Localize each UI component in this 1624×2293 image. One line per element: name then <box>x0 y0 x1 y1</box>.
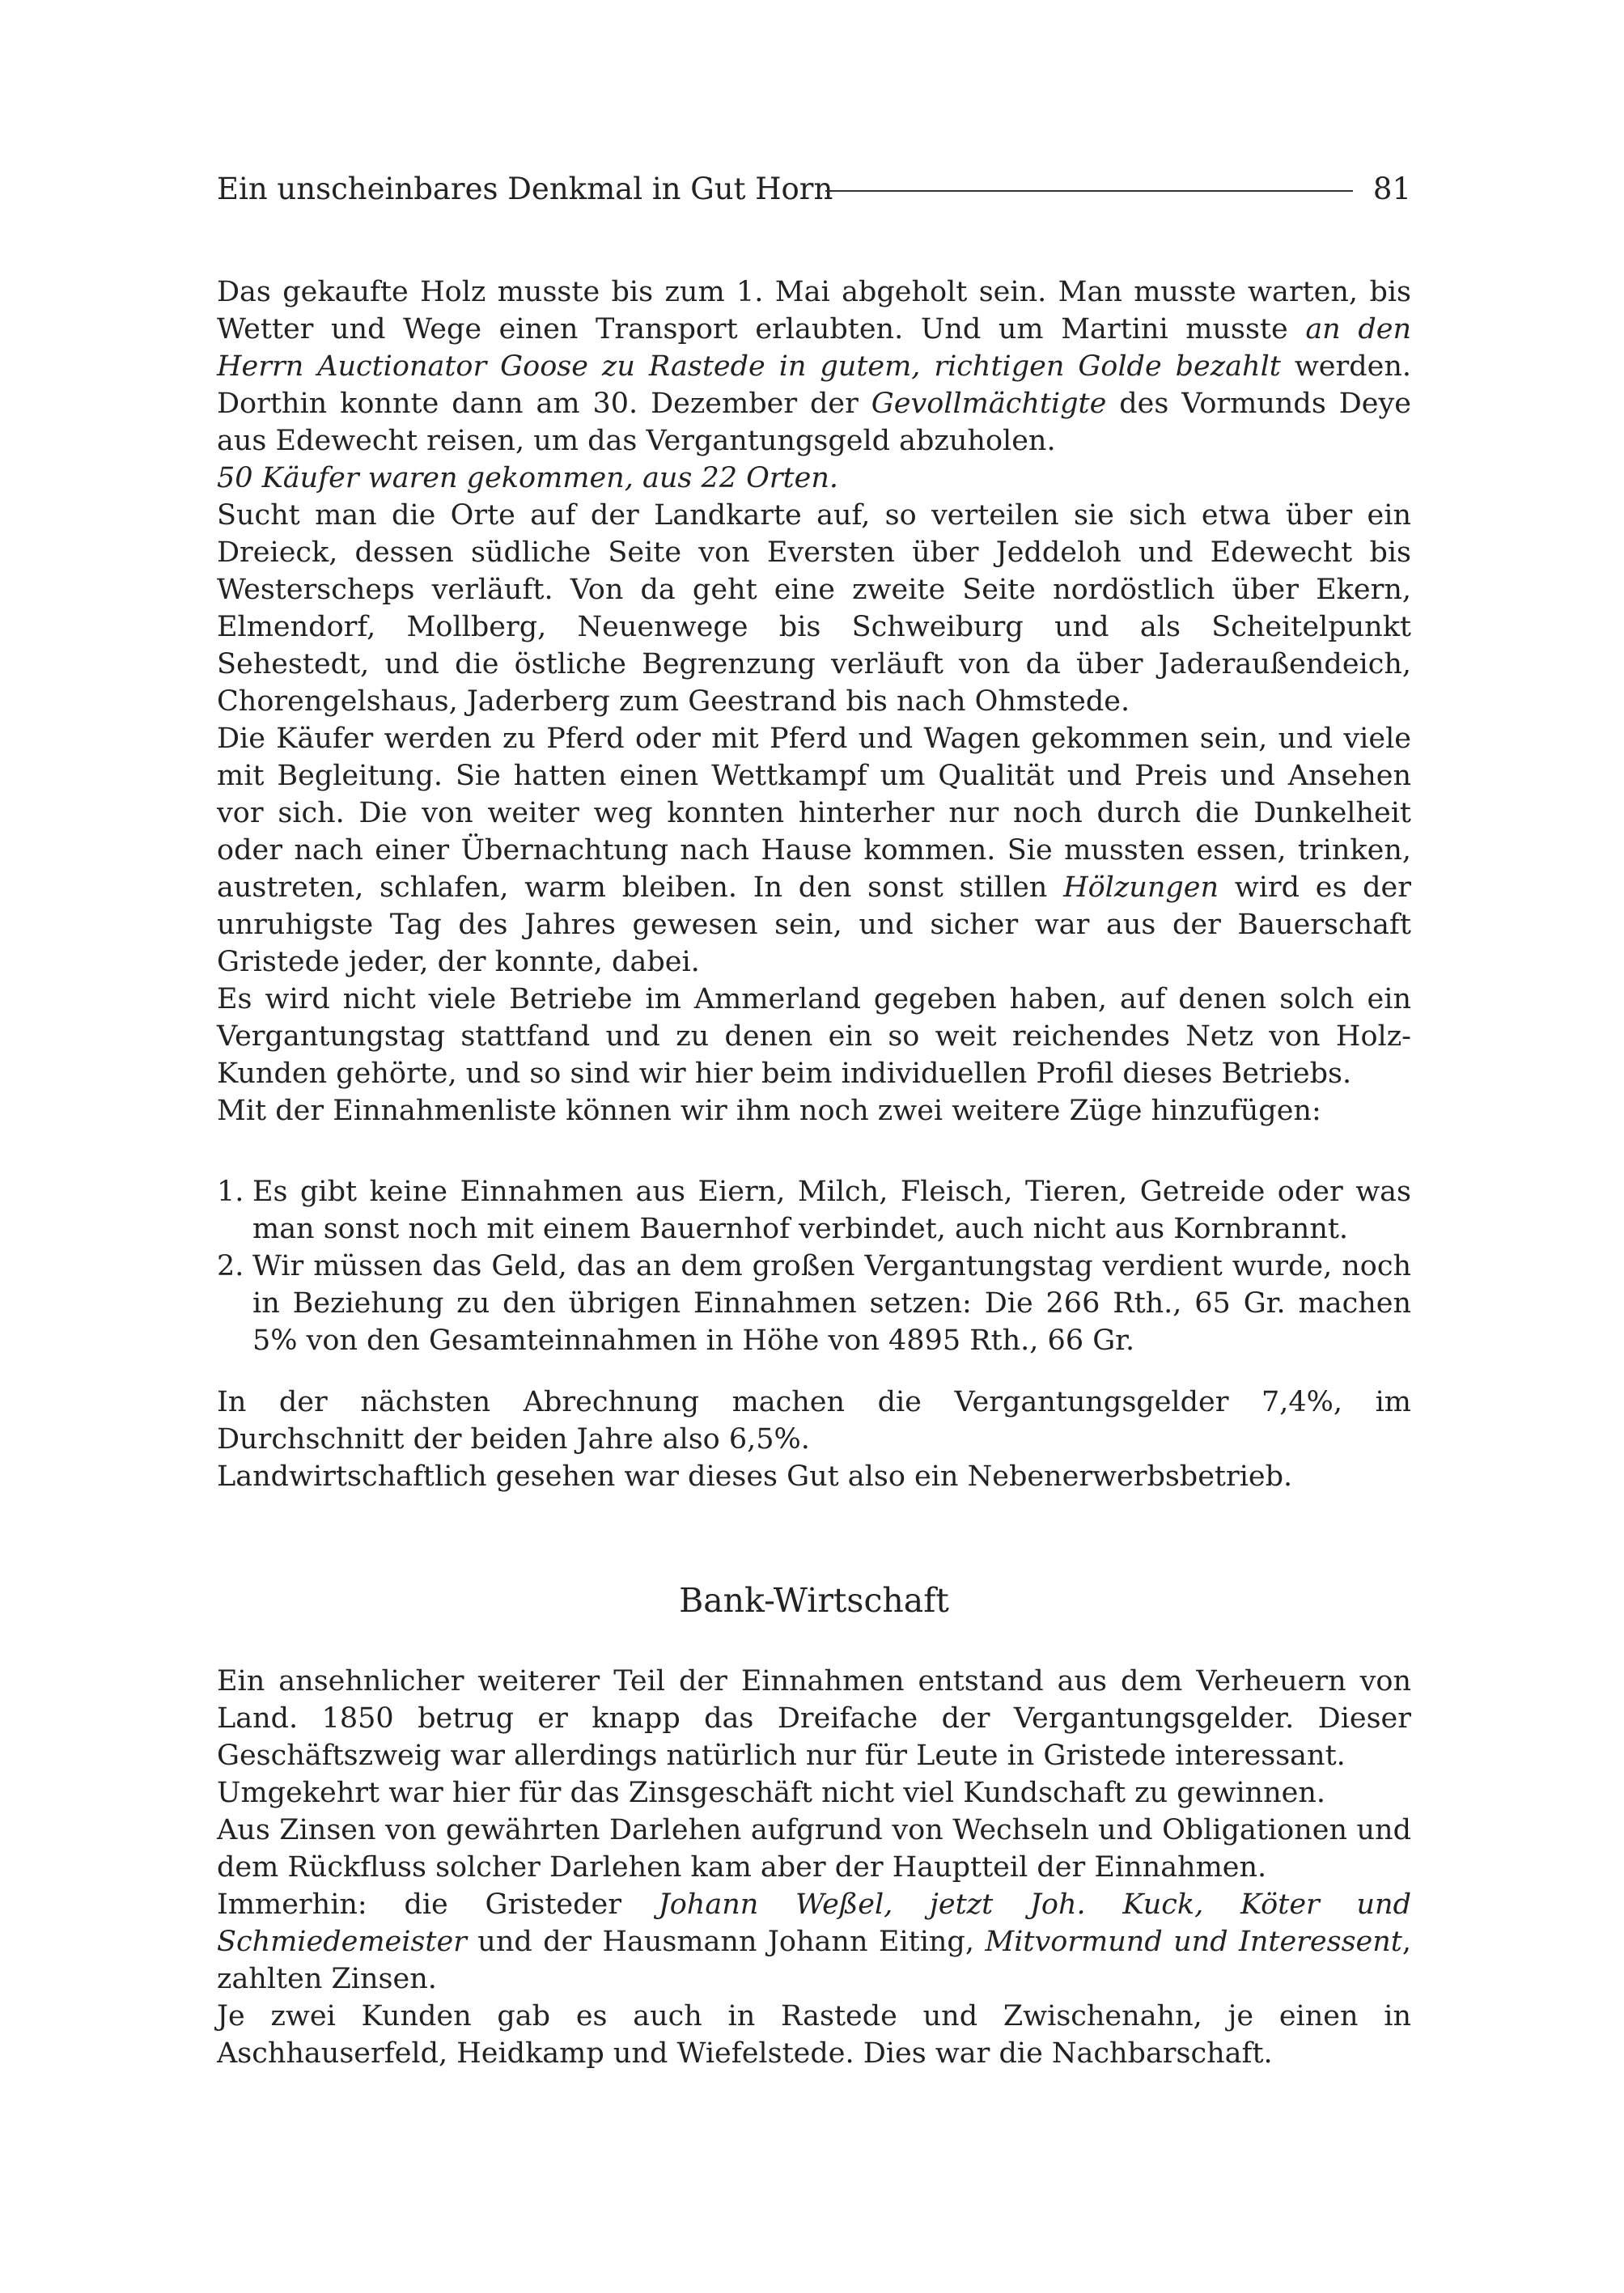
running-header <box>217 165 1411 214</box>
paragraph: Ein ansehnlicher weiterer Teil der Einnahmen entstand aus dem Verheuern von Land. 1850 betrug er knapp das Dreifache der Vergantungsgelder. Dieser Geschäftszweig war allerdings natürlich nur für Leute in Gristede interessant. <box>217 1665 1411 1772</box>
paragraph: In der nächsten Abrechnung machen die Vergantungsgelder 7,4%, im Durchschnitt der beiden Jahre also 6,5%. <box>217 1386 1411 1456</box>
paragraph: Umgekehrt war hier für das Zinsgeschäft nicht viel Kundschaft zu gewinnen. <box>217 1777 1326 1809</box>
list-item-text: Es gibt keine Einnahmen aus Eiern, Milch, Fleisch, Tieren, Getreide oder was man sonst noch mit einem Bauernhof verbindet, auch nicht aus Kornbrannt. <box>252 1176 1411 1245</box>
italic-quote: Gevollmächtigte <box>871 388 1107 420</box>
paragraph: Landwirtschaftlich gesehen war dieses Gut also ein Nebenerwerbsbetrieb. <box>217 1460 1293 1493</box>
paragraph: Aus Zinsen von gewährten Darlehen aufgrund von Wechseln und Obligationen und dem Rückfluss solcher Darlehen kam aber der Hauptteil der Einnahmen. <box>217 1814 1411 1884</box>
paragraph: Mit der Einnahmenliste können wir ihm noch zwei weitere Züge hinzufügen: <box>217 1095 1321 1127</box>
text-run: und der Hausmann Johann Eiting, <box>466 1926 986 1958</box>
paragraph: Es wird nicht viele Betriebe im Ammerland gegeben haben, auf denen solch ein Vergantungstag stattfand und zu denen ein so weit reichendes Netz von Holz-Kunden gehörte, und so sind wir hier beim individuellen Profil dieses Betriebs. <box>217 983 1411 1090</box>
text-run: Das gekaufte Holz musste bis zum 1. Mai abgeholt sein. Man musste warten, bis Wetter und Wege einen Transport erlaubten. Und um Martini musste <box>217 276 1411 345</box>
list-item <box>217 1248 1411 1359</box>
paragraph: Sucht man die Orte auf der Landkarte auf, so verteilen sie sich etwa über ein Dreieck, dessen südliche Seite von Eversten über Jeddeloh und Edewecht bis Westerscheps verläuft. Von da geht eine zweite Seite nordöstlich über Ekern, Elmendorf, Mollberg, Neuenwege bis Schweiburg und als Scheitelpunkt Sehestedt, und die östliche Begrenzung verläuft von da über Jaderaußendeich, Chorengelshaus, Jaderberg zum Geestrand bis nach Ohmstede. <box>217 499 1411 718</box>
list-item-number: 1. <box>217 1176 244 1208</box>
body-text-section-2 <box>217 1384 1411 1495</box>
paragraph <box>217 460 1411 497</box>
text-run: werden. Dorthin konnte dann am 30. Dezember der <box>217 350 1412 420</box>
paragraph <box>217 273 1411 460</box>
paragraph: Je zwei Kunden gab es auch in Rastede und Zwischenahn, je einen in Aschhauserfeld, Heidkamp und Wiefelstede. Dies war die Nachbarschaft. <box>217 2000 1411 2070</box>
page-number: 81 <box>1372 172 1411 206</box>
list-item-text: Wir müssen das Geld, das an dem großen Vergantungstag verdient wurde, noch in Beziehung zu den übrigen Einnahmen setzen: Die 266 Rth., 65 Gr. machen 5% von den Gesamteinnahmen in Höhe von 4895 Rth., 66 Gr. <box>252 1250 1411 1357</box>
text-run: Die Käufer werden zu Pferd oder mit Pferd und Wagen gekommen sein, und viele mit Begleitung. Sie hatten einen Wettkampf um Qualität und Preis und Ansehen vor sich. Die von weiter weg konnten hinterher nur noch durch die Dunkelheit oder nach einer Übernachtung nach Hause kommen. Sie mussten essen, trinken, austreten, schlafen, warm bleiben. In den sonst stillen <box>217 723 1411 904</box>
section-heading: Bank-Wirtschaft <box>679 1581 949 1620</box>
text-run: Immerhin: die Gristeder <box>217 1888 659 1921</box>
body-text-section-3 <box>217 1663 1411 2072</box>
paragraph <box>217 720 1411 981</box>
paragraph <box>217 1886 1411 1998</box>
italic-quote: 50 Käufer waren gekommen, aus 22 Orten. <box>217 462 838 494</box>
list-item-number: 2. <box>217 1250 244 1282</box>
enumerated-list <box>217 1173 1411 1359</box>
italic-quote: Johann Weßel, jetzt Joh. Kuck, Köter und Schmiedemeister <box>217 1888 1411 1958</box>
list-item <box>217 1173 1411 1248</box>
body-text-section-1 <box>217 273 1411 1130</box>
italic-quote: Mitvormund und Interessent <box>985 1926 1402 1958</box>
italic-quote: Hölzungen <box>1063 871 1219 904</box>
text-run: des Vormunds Deye aus Edewecht reisen, um das Vergantungsgeld abzuholen. <box>217 388 1411 457</box>
header-rule <box>825 190 1353 192</box>
text-run: , zahlten Zinsen. <box>217 1926 1411 1995</box>
text-run: wird es der unruhigste Tag des Jahres gewesen sein, und sicher war aus der Bauerschaft Gristede jeder, der konnte, dabei. <box>217 871 1411 978</box>
italic-quote: an den Herrn Auctionator Goose zu Rastede in gutem, richtigen Golde bezahlt <box>217 313 1411 383</box>
running-title: Ein unscheinbares Denkmal in Gut Horn <box>217 172 833 206</box>
